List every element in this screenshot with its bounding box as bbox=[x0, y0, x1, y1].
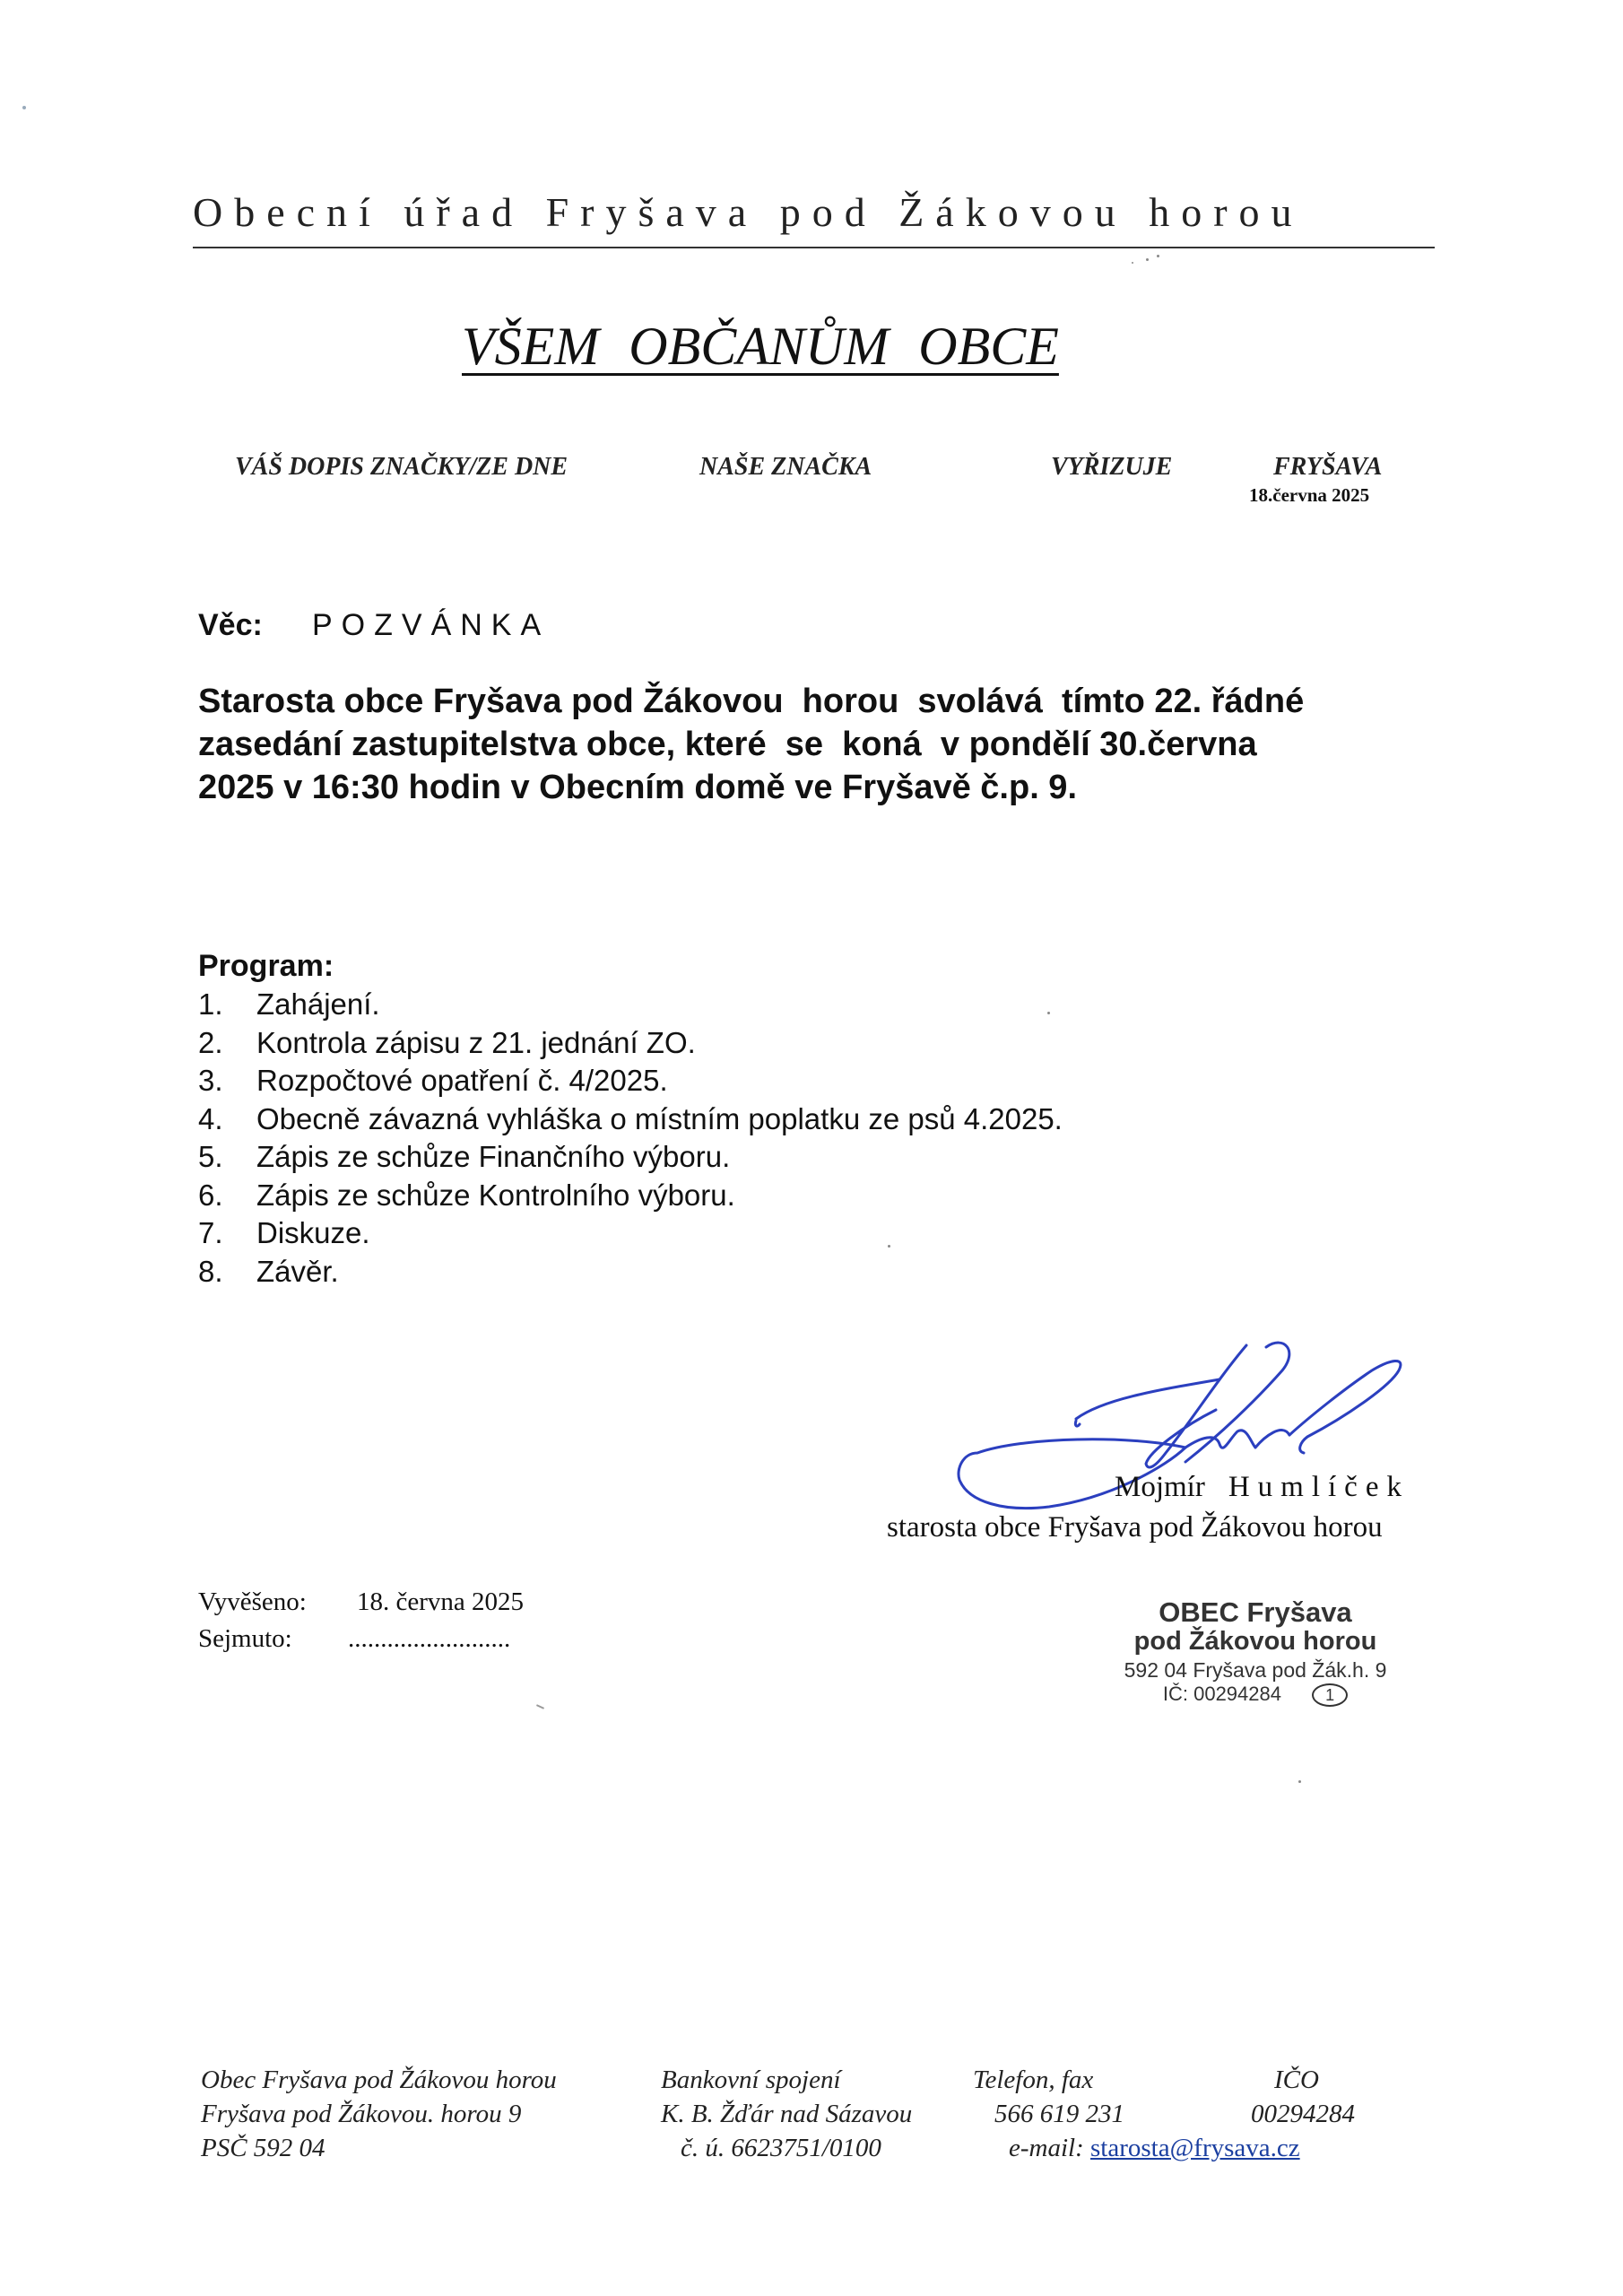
list-item bbox=[198, 986, 1063, 1024]
list-item bbox=[198, 1062, 1063, 1100]
item-text: Zápis ze schůze Kontrolního výboru. bbox=[256, 1178, 735, 1212]
item-number: 8. bbox=[198, 1254, 223, 1288]
item-text: Zahájení. bbox=[256, 987, 380, 1021]
footer-ico-label: IČO bbox=[1274, 2066, 1319, 2094]
footer-bank-line: K. B. Žďár nad Sázavou bbox=[661, 2100, 913, 2128]
scan-speck bbox=[1298, 1780, 1301, 1783]
item-text: Závěr. bbox=[256, 1254, 339, 1288]
scan-speck bbox=[536, 1704, 544, 1709]
list-item bbox=[198, 1100, 1063, 1139]
item-number: 5. bbox=[198, 1140, 223, 1173]
header-divider bbox=[193, 247, 1435, 248]
item-text: Obecně závazná vyhláška o místním poplatku ze psů 4.2025. bbox=[256, 1101, 1063, 1135]
subject-label: Věc: bbox=[198, 608, 263, 642]
footer-address-line: PSČ 592 04 bbox=[201, 2134, 325, 2162]
stamp-line: 592 04 Fryšava pod Žák.h. 9 bbox=[1124, 1658, 1387, 1682]
email-link[interactable]: starosta@frysava.cz bbox=[1090, 2134, 1300, 2162]
scan-speck bbox=[1047, 1012, 1050, 1014]
item-number: 2. bbox=[198, 1025, 223, 1059]
list-item bbox=[198, 1177, 1063, 1215]
handled-by-label: VYŘIZUJE bbox=[1051, 453, 1173, 481]
item-text: Rozpočtové opatření č. 4/2025. bbox=[256, 1064, 668, 1097]
stamp-number: 1 bbox=[1312, 1683, 1348, 1707]
place-label: FRYŠAVA bbox=[1273, 453, 1383, 481]
footer-bank bbox=[661, 2063, 912, 2165]
posted-date: 18. června 2025 bbox=[357, 1587, 525, 1616]
list-item bbox=[198, 1024, 1063, 1063]
item-number: 3. bbox=[198, 1064, 223, 1097]
signatory-role: starosta obce Fryšava pod Žákovou horou bbox=[887, 1511, 1383, 1544]
program-list bbox=[198, 986, 1063, 1291]
our-reference-label: NAŠE ZNAČKA bbox=[699, 453, 872, 481]
footer-address-line: Obec Fryšava pod Žákovou horou bbox=[201, 2066, 557, 2094]
invitation-line: zasedání zastupitelstva obce, které se koná v pondělí 30.června bbox=[198, 726, 1257, 763]
program-heading: Program: bbox=[198, 949, 334, 983]
item-text: Diskuze. bbox=[256, 1216, 370, 1249]
item-text: Zápis ze schůze Finančního výboru. bbox=[256, 1140, 731, 1173]
item-number: 1. bbox=[198, 987, 223, 1021]
list-item bbox=[198, 1253, 1063, 1292]
footer-ico-value: 00294284 bbox=[1251, 2100, 1355, 2128]
office-stamp bbox=[1103, 1596, 1408, 1707]
posted-label: Vyvěšeno: bbox=[198, 1587, 307, 1616]
footer-email-row bbox=[973, 2131, 1300, 2165]
item-number: 4. bbox=[198, 1101, 223, 1135]
scan-speck bbox=[1146, 258, 1149, 261]
signatory-surname: Humlíček bbox=[1228, 1471, 1410, 1503]
invitation-line: 2025 v 16:30 hodin v Obecním domě ve Fryšavě č.p. 9. bbox=[198, 769, 1078, 806]
main-title: VŠEM OBČANŮM OBCE bbox=[462, 317, 1059, 376]
footer-bank-line: č. ú. 6623751/0100 bbox=[681, 2134, 881, 2162]
subject-value: POZVÁNKA bbox=[312, 608, 551, 642]
removed-blank: ......................... bbox=[348, 1624, 511, 1653]
signatory-name bbox=[1115, 1471, 1410, 1504]
list-item bbox=[198, 1214, 1063, 1253]
footer-phone: 566 619 231 bbox=[994, 2100, 1124, 2128]
footer-address-line: Fryšava pod Žákovou. horou 9 bbox=[201, 2100, 522, 2128]
item-text: Kontrola zápisu z 21. jednání ZO. bbox=[256, 1025, 696, 1059]
footer-address bbox=[201, 2063, 557, 2165]
list-item bbox=[198, 1138, 1063, 1177]
stamp-line bbox=[1103, 1683, 1408, 1707]
removed-label: Sejmuto: bbox=[198, 1624, 292, 1653]
stamp-line: pod Žákovou horou bbox=[1133, 1627, 1377, 1656]
item-number: 6. bbox=[198, 1178, 223, 1212]
footer-email-label: e-mail: bbox=[1009, 2134, 1084, 2162]
scan-speck bbox=[888, 1245, 890, 1248]
footer-bank-line: Bankovní spojení bbox=[661, 2066, 841, 2094]
scan-speck bbox=[1132, 262, 1133, 264]
footer-ico bbox=[1251, 2063, 1355, 2131]
stamp-ico: IČ: 00294284 bbox=[1162, 1683, 1281, 1705]
invitation-line: Starosta obce Fryšava pod Žákovou horou svolává tímto 22. řádné bbox=[198, 683, 1305, 720]
scan-speck bbox=[22, 106, 26, 109]
signatory-first-name: Mojmír bbox=[1115, 1471, 1205, 1503]
letter-date: 18.června 2025 bbox=[1249, 484, 1370, 506]
stamp-line: OBEC Fryšava bbox=[1159, 1596, 1352, 1628]
footer-phone-label: Telefon, fax bbox=[973, 2066, 1094, 2094]
office-title: Obecní úřad Fryšava pod Žákovou horou bbox=[193, 189, 1304, 235]
your-letter-label: VÁŠ DOPIS ZNAČKY/ZE DNE bbox=[235, 453, 568, 481]
scan-speck bbox=[1157, 255, 1159, 257]
item-number: 7. bbox=[198, 1216, 223, 1249]
invitation-text bbox=[198, 680, 1489, 809]
